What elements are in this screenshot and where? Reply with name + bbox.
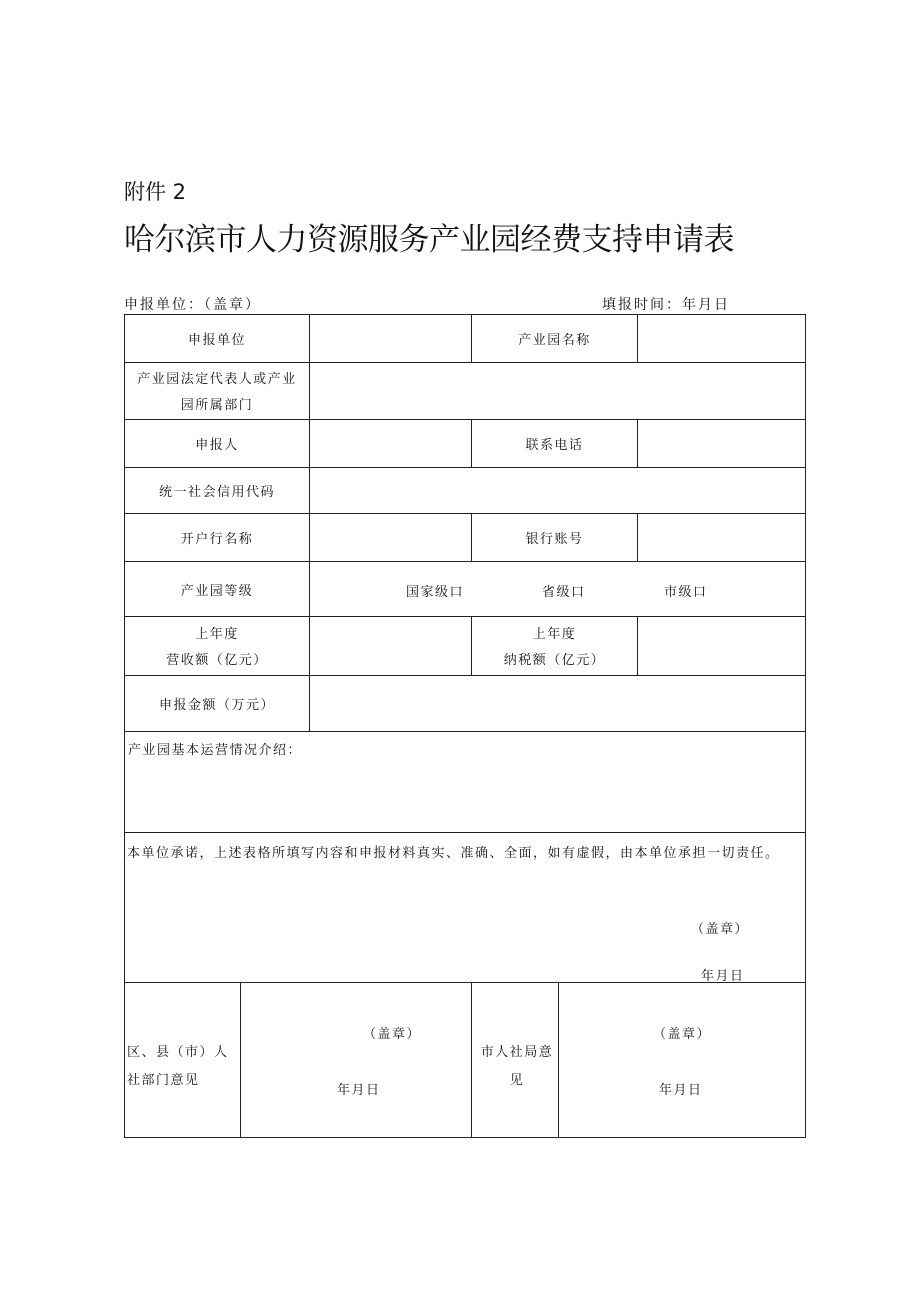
commitment-text: 本单位承诺，上述表格所填写内容和申报材料真实、准确、全面，如有虚假，由本单位承担一切责任。 bbox=[127, 846, 780, 861]
district-opinion-label bbox=[125, 983, 241, 1138]
legal-rep-label bbox=[125, 363, 310, 420]
city-opinion-label bbox=[472, 983, 559, 1138]
bank-name-field[interactable] bbox=[310, 514, 472, 562]
applicant-label: 申报人 bbox=[125, 420, 310, 468]
park-grade-options bbox=[310, 562, 806, 617]
district-opinion-field[interactable] bbox=[241, 983, 472, 1138]
grade-national-checkbox[interactable]: 国家级口 bbox=[406, 585, 465, 600]
table-row bbox=[125, 468, 806, 514]
grade-provincial-checkbox[interactable]: 省级口 bbox=[542, 585, 586, 600]
city-opinion-line2: 见 bbox=[509, 1073, 525, 1088]
contact-phone-label: 联系电话 bbox=[472, 420, 638, 468]
tax-label-line1: 上年度 bbox=[532, 627, 577, 642]
revenue-label-line1: 上年度 bbox=[195, 627, 239, 642]
credit-code-label: 统一社会信用代码 bbox=[125, 468, 310, 514]
credit-code-field[interactable] bbox=[310, 468, 806, 514]
park-grade-label: 产业园等级 bbox=[125, 562, 310, 617]
bank-account-field[interactable] bbox=[638, 514, 806, 562]
city-date: 年月日 bbox=[659, 1083, 703, 1098]
park-name-label: 产业园名称 bbox=[472, 315, 638, 363]
attachment-label: 附件 2 bbox=[124, 180, 187, 204]
bank-account-label: 银行账号 bbox=[472, 514, 638, 562]
revenue-field[interactable] bbox=[310, 617, 472, 676]
table-row bbox=[125, 363, 806, 420]
applicant-unit-label: 申报单位 bbox=[125, 315, 310, 363]
applicant-field[interactable] bbox=[310, 420, 472, 468]
table-row bbox=[125, 833, 806, 983]
district-opinion-line2: 社部门意见 bbox=[127, 1073, 200, 1088]
city-stamp: （盖章） bbox=[653, 1027, 712, 1042]
table-row bbox=[125, 732, 806, 833]
table-row bbox=[125, 420, 806, 468]
legal-rep-field[interactable] bbox=[310, 363, 806, 420]
park-name-field[interactable] bbox=[638, 315, 806, 363]
revenue-label-line2: 营收额（亿元） bbox=[166, 653, 268, 668]
tax-label-line2: 纳税额（亿元） bbox=[503, 653, 606, 668]
table-row bbox=[125, 562, 806, 617]
grade-city-checkbox[interactable]: 市级口 bbox=[664, 585, 708, 600]
tax-label bbox=[472, 617, 638, 676]
table-row bbox=[125, 315, 806, 363]
table-row bbox=[125, 983, 806, 1138]
fill-time-label: 填报时间：年月日 bbox=[602, 297, 730, 313]
application-form-table bbox=[124, 314, 806, 1138]
park-intro-label: 产业园基本运营情况介绍： bbox=[128, 743, 303, 758]
city-opinion-field[interactable] bbox=[559, 983, 806, 1138]
district-date: 年月日 bbox=[337, 1083, 381, 1098]
legal-rep-label-line2: 园所属部门 bbox=[180, 398, 254, 413]
page-title: 哈尔滨市人力资源服务产业园经费支持申请表 bbox=[124, 222, 734, 258]
commitment-date: 年月日 bbox=[701, 969, 745, 984]
contact-phone-field[interactable] bbox=[638, 420, 806, 468]
commitment-cell bbox=[125, 833, 806, 983]
table-row bbox=[125, 676, 806, 732]
tax-field[interactable] bbox=[638, 617, 806, 676]
district-stamp: （盖章） bbox=[363, 1027, 422, 1042]
table-row bbox=[125, 514, 806, 562]
city-opinion-line1: 市人社局意 bbox=[480, 1045, 554, 1060]
park-intro-field[interactable] bbox=[125, 732, 806, 833]
applicant-unit-field[interactable] bbox=[310, 315, 472, 363]
district-opinion-line1: 区、县（市）人 bbox=[127, 1045, 229, 1060]
legal-rep-label-line1: 产业园法定代表人或产业 bbox=[137, 372, 297, 387]
amount-field[interactable] bbox=[310, 676, 806, 732]
table-row bbox=[125, 617, 806, 676]
applicant-unit-stamp-label: 申报单位：（盖章） bbox=[124, 297, 261, 313]
amount-label: 申报金额（万元） bbox=[125, 676, 310, 732]
bank-name-label: 开户行名称 bbox=[125, 514, 310, 562]
revenue-label bbox=[125, 617, 310, 676]
commitment-stamp: （盖章） bbox=[691, 922, 750, 937]
